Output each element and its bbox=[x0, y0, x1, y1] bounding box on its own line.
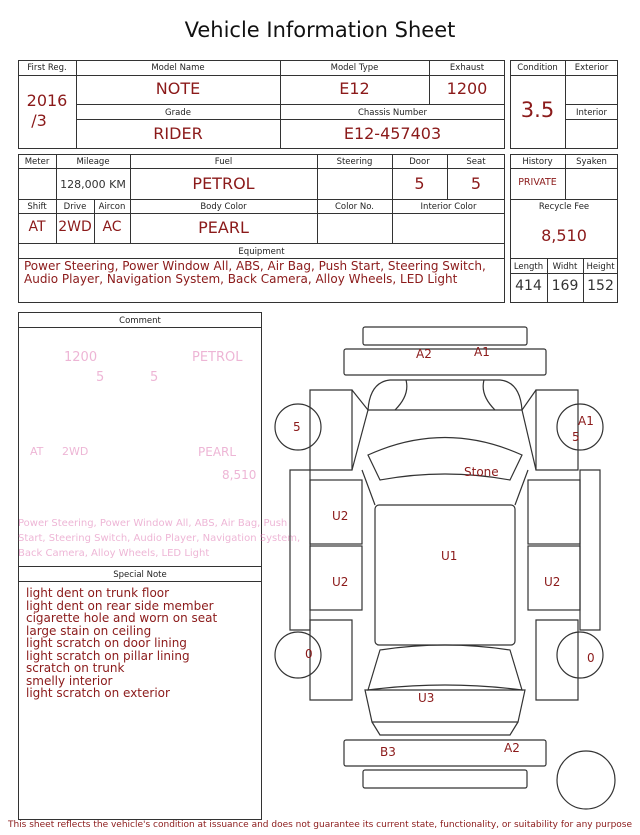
model-name-value: NOTE bbox=[155, 79, 201, 98]
special-note-item: light dent on rear side member bbox=[26, 598, 214, 613]
special-note-item: large stain on ceiling bbox=[26, 623, 152, 638]
length-label: Length bbox=[513, 262, 544, 272]
width-value: 169 bbox=[551, 278, 579, 294]
model-name-label: Model Name bbox=[151, 63, 205, 73]
recycle-fee-label: Recycle Fee bbox=[538, 202, 590, 212]
comment-label: Comment bbox=[119, 316, 161, 326]
drive-label: Drive bbox=[63, 202, 87, 212]
meter-label: Meter bbox=[24, 157, 50, 167]
interior-label: Interior bbox=[575, 108, 607, 118]
page-title: Vehicle Information Sheet bbox=[184, 18, 456, 42]
special-note-item: cigarette hole and worn on seat bbox=[26, 611, 218, 625]
special-note-item: scratch on trunk bbox=[26, 661, 125, 675]
car-damage-diagram bbox=[268, 318, 630, 820]
mark-a1-right: A1 bbox=[578, 414, 594, 428]
special-note-item: light scratch on door lining bbox=[26, 636, 187, 650]
body-color-value: PEARL bbox=[198, 218, 249, 237]
door-value: 5 bbox=[414, 174, 425, 193]
height-value: 152 bbox=[587, 278, 614, 294]
interior-color-label: Interior Color bbox=[420, 202, 477, 212]
steering-label: Steering bbox=[336, 157, 373, 167]
exterior-label: Exterior bbox=[574, 63, 609, 73]
condition-value: 3.5 bbox=[520, 98, 555, 122]
first-reg-year: 2016 bbox=[26, 91, 68, 110]
history-label: History bbox=[522, 157, 553, 167]
fuel-label: Fuel bbox=[214, 157, 233, 167]
grade-value: RIDER bbox=[153, 124, 203, 143]
mark-u1-center: U1 bbox=[441, 549, 458, 563]
syaken-label: Syaken bbox=[576, 157, 607, 167]
mark-b3-rear: B3 bbox=[380, 745, 396, 759]
condition-label: Condition bbox=[517, 63, 558, 73]
chassis-number-label: Chassis Number bbox=[357, 108, 428, 118]
exhaust-label: Exhaust bbox=[449, 63, 485, 73]
mileage-value: 128,000 KM bbox=[60, 178, 126, 191]
footer-disclaimer: This sheet reflects the vehicle's condition at issuance and does not guarantee its current state, functionality, or suitability for any purpose bbox=[7, 820, 633, 830]
special-note-item: smelly interior bbox=[26, 673, 113, 688]
mark-tire-rr: 0 bbox=[587, 651, 595, 665]
mark-u2-right: U2 bbox=[544, 575, 561, 589]
model-type-label: Model Type bbox=[330, 63, 379, 73]
mark-u2-left-lower: U2 bbox=[332, 575, 349, 589]
seat-label: Seat bbox=[466, 157, 486, 167]
special-notes-list bbox=[26, 587, 217, 700]
mark-tire-rl: 0 bbox=[305, 647, 313, 661]
mark-tire-fl: 5 bbox=[293, 420, 301, 434]
ghost-overlay-text: 1200 PETROL 5 5 AT 2WD PEARL 8,510 Power Steering, Power Window All, ABS, Air Bag, Push Start, Steering Switch, Audio Player, Navigation System, Back Camera, Alloy Wheels, LED Light bbox=[18, 350, 301, 559]
special-note-label: Special Note bbox=[113, 570, 167, 580]
special-note-item: light scratch on pillar lining bbox=[26, 648, 190, 663]
shift-label: Shift bbox=[27, 202, 47, 212]
equipment-label: Equipment bbox=[238, 247, 285, 257]
first-reg-month: /3 bbox=[31, 111, 47, 130]
mark-a1-front: A1 bbox=[474, 345, 490, 359]
aircon-label: Aircon bbox=[98, 202, 126, 212]
color-no-label: Color No. bbox=[334, 202, 374, 212]
mark-stone: Stone bbox=[464, 465, 499, 479]
door-label: Door bbox=[409, 157, 430, 167]
mark-a2-rear: A2 bbox=[504, 741, 520, 755]
seat-value: 5 bbox=[470, 174, 482, 193]
equipment-list: Power Steering, Power Window All, ABS, Air Bag, Push Start, Steering Switch, Audio Player, Navigation System, Back Camera, Alloy Wheels, LED Light bbox=[24, 259, 486, 286]
recycle-fee-value: 8,510 bbox=[541, 226, 587, 245]
drive-value: 2WD bbox=[58, 219, 92, 235]
model-type-value: E12 bbox=[339, 79, 370, 98]
chassis-number-value: E12-457403 bbox=[343, 124, 442, 143]
height-label: Height bbox=[586, 262, 615, 272]
body-color-label: Body Color bbox=[200, 202, 247, 212]
mark-tire-fr: 5 bbox=[572, 430, 580, 444]
exhaust-value: 1200 bbox=[446, 79, 488, 98]
aircon-value: AC bbox=[102, 219, 122, 235]
shift-value: AT bbox=[28, 219, 46, 235]
length-value: 414 bbox=[515, 278, 542, 294]
mark-a2-front: A2 bbox=[416, 347, 432, 361]
special-note-item: light dent on trunk floor bbox=[26, 586, 170, 600]
first-reg-label: First Reg. bbox=[27, 63, 67, 73]
history-value: PRIVATE bbox=[518, 177, 557, 188]
grade-label: Grade bbox=[165, 108, 191, 118]
mileage-label: Mileage bbox=[76, 157, 110, 167]
width-label: Widht bbox=[552, 262, 578, 272]
mark-u3-rear: U3 bbox=[418, 691, 435, 705]
fuel-value: PETROL bbox=[192, 174, 255, 193]
special-note-item: light scratch on exterior bbox=[26, 686, 170, 700]
mark-u2-left-upper: U2 bbox=[332, 509, 349, 523]
